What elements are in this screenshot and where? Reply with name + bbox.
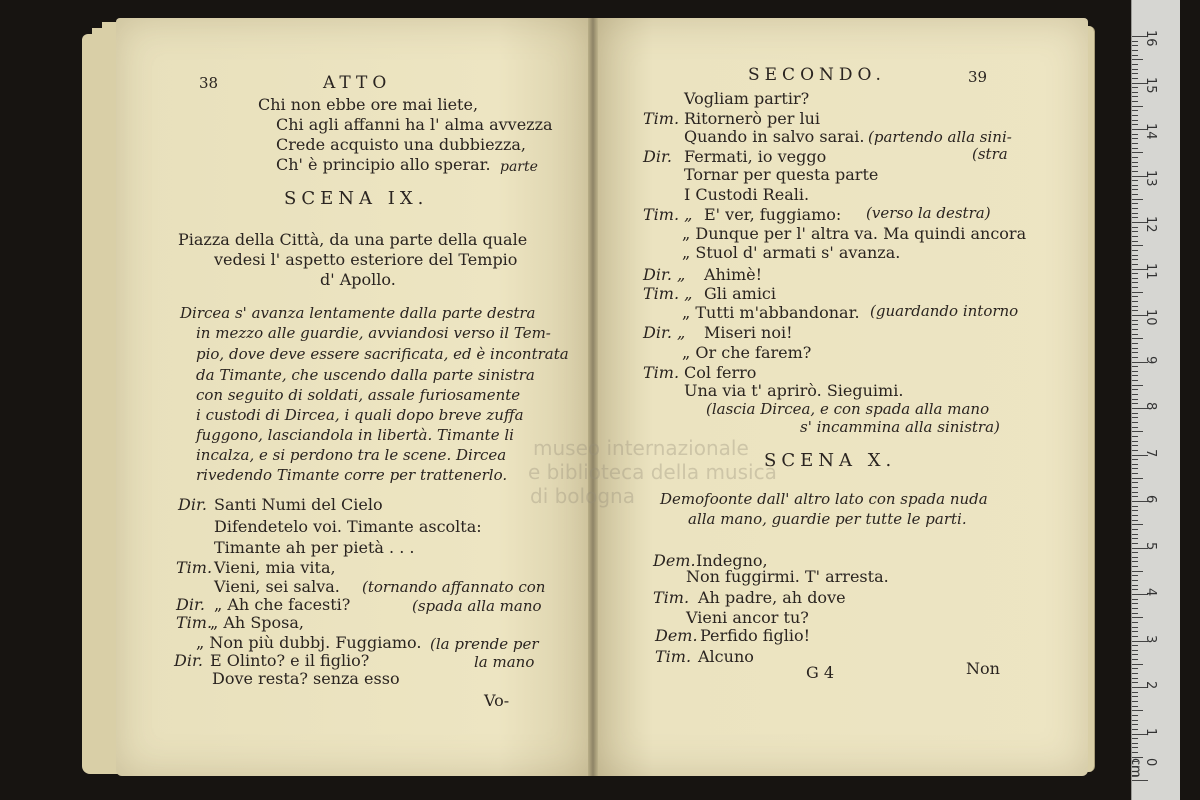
dialogue-line: Ah padre, ah dove bbox=[698, 588, 846, 607]
signature-mark: G 4 bbox=[806, 663, 835, 682]
ruler-tick bbox=[1132, 148, 1138, 149]
ruler-number: 14 bbox=[1143, 123, 1158, 140]
ruler-tick bbox=[1132, 343, 1138, 344]
ruler-tick bbox=[1132, 738, 1138, 739]
speaker-label: Tim. „ bbox=[643, 205, 693, 224]
ruler-tick bbox=[1132, 580, 1138, 581]
ruler-tick bbox=[1132, 427, 1138, 428]
running-header: SECONDO. bbox=[748, 65, 886, 85]
ruler-tick bbox=[1132, 352, 1138, 353]
ruler-tick bbox=[1132, 627, 1138, 628]
ruler-tick bbox=[1132, 189, 1138, 190]
ruler-unit-label: 0 cm bbox=[1128, 758, 1158, 778]
ruler-tick bbox=[1132, 464, 1138, 465]
dialogue-line: E' ver, fuggiamo: bbox=[704, 205, 842, 224]
ruler-tick bbox=[1132, 236, 1138, 237]
dialogue-line: Ahimè! bbox=[704, 265, 763, 284]
speaker-label: Tim. „ bbox=[643, 284, 693, 303]
ruler-tick bbox=[1132, 436, 1138, 437]
stage-direction-line: in mezzo alle guardie, avviandosi verso il Tem- bbox=[196, 324, 551, 342]
ruler-tick bbox=[1132, 482, 1138, 483]
ruler-tick bbox=[1132, 124, 1138, 125]
ruler-tick bbox=[1132, 696, 1138, 697]
ruler-tick bbox=[1132, 120, 1138, 121]
stage-note: (partendo alla sini- bbox=[868, 128, 1012, 146]
ruler-tick bbox=[1132, 180, 1138, 181]
ruler-tick bbox=[1132, 138, 1138, 139]
ruler-tick bbox=[1132, 678, 1138, 679]
ruler-tick bbox=[1132, 110, 1138, 111]
ruler-tick bbox=[1132, 459, 1138, 460]
ruler-tick bbox=[1132, 575, 1138, 576]
side-note: (spada alla mano bbox=[412, 597, 542, 615]
stage-note: (verso la destra) bbox=[866, 204, 991, 222]
ruler-tick bbox=[1132, 259, 1138, 260]
ruler-tick bbox=[1132, 729, 1138, 730]
ruler-tick bbox=[1132, 650, 1138, 651]
scene-title: SCENA IX. bbox=[284, 188, 429, 209]
ruler-tick bbox=[1132, 273, 1138, 274]
ruler-tick bbox=[1132, 529, 1138, 530]
ruler-tick bbox=[1132, 96, 1138, 97]
dialogue-line: Non fuggirmi. T' arresta. bbox=[686, 567, 889, 586]
exit-direction: (lascia Dircea, e con spada alla mano bbox=[706, 400, 990, 418]
dialogue-line: Indegno, bbox=[696, 551, 768, 570]
ruler-tick bbox=[1132, 264, 1138, 265]
ruler-tick bbox=[1132, 599, 1138, 600]
speaker-label: Dir. bbox=[178, 495, 207, 514]
ruler-tick bbox=[1132, 92, 1138, 93]
ruler-tick bbox=[1132, 59, 1143, 60]
ruler-tick bbox=[1132, 743, 1138, 744]
speaker-label: Dem. bbox=[653, 551, 696, 570]
ruler-tick bbox=[1132, 664, 1143, 665]
dialogue-line: Vieni, sei salva. bbox=[214, 577, 340, 596]
setting-line: vedesi l' aspetto esteriore del Tempio bbox=[214, 250, 518, 269]
ruler-tick bbox=[1132, 213, 1138, 214]
ruler-tick bbox=[1132, 357, 1138, 358]
ruler-tick bbox=[1132, 245, 1143, 246]
ruler-tick bbox=[1132, 199, 1143, 200]
exit-direction: s' incammina alla sinistra) bbox=[800, 418, 1000, 436]
page-number: 39 bbox=[968, 68, 988, 86]
ruler-tick bbox=[1132, 496, 1138, 497]
ruler-tick bbox=[1132, 561, 1138, 562]
ruler-tick bbox=[1132, 41, 1138, 42]
ruler-tick bbox=[1132, 701, 1138, 702]
ruler-tick bbox=[1132, 55, 1138, 56]
ruler-tick bbox=[1132, 659, 1138, 660]
dialogue-line: „ Tutti m'abbandonar. bbox=[682, 303, 860, 322]
setting-line: Piazza della Città, da una parte della quale bbox=[178, 230, 528, 249]
ruler-tick bbox=[1132, 375, 1138, 376]
ruler-tick bbox=[1132, 608, 1138, 609]
ruler-number: 15 bbox=[1143, 76, 1158, 94]
ruler-tick bbox=[1132, 106, 1143, 107]
ruler-tick bbox=[1132, 78, 1138, 79]
ruler-tick bbox=[1132, 506, 1138, 507]
ruler-tick bbox=[1132, 134, 1138, 135]
ruler-tick bbox=[1132, 571, 1143, 572]
ruler-tick bbox=[1132, 231, 1138, 232]
ruler-tick bbox=[1132, 87, 1138, 88]
speaker-label: Tim. bbox=[643, 363, 680, 382]
ruler-tick bbox=[1132, 552, 1138, 553]
ruler-tick bbox=[1132, 692, 1138, 693]
ruler-tick bbox=[1132, 543, 1138, 544]
ruler-tick bbox=[1132, 413, 1138, 414]
ruler-tick bbox=[1132, 185, 1138, 186]
ruler-tick bbox=[1132, 162, 1138, 163]
dialogue-line: „ Stuol d' armati s' avanza. bbox=[682, 243, 901, 262]
scene-title: SCENA X. bbox=[764, 450, 897, 471]
page-number: 38 bbox=[199, 74, 219, 92]
ruler-tick bbox=[1132, 194, 1138, 195]
dialogue-line: Alcuno bbox=[698, 647, 754, 666]
dialogue-line: „ Or che farem? bbox=[682, 343, 812, 362]
dialogue-line: Vogliam partir? bbox=[684, 89, 810, 108]
speaker-label: Dir. „ bbox=[643, 323, 686, 342]
stage-direction-line: i custodi di Dircea, i quali dopo breve zuffa bbox=[196, 406, 524, 424]
watermark-line: e biblioteca della musica bbox=[528, 460, 777, 484]
ruler-tick bbox=[1132, 422, 1138, 423]
speaker-label: Tim. bbox=[643, 109, 680, 128]
ruler-number: 1 bbox=[1143, 727, 1158, 736]
ruler-tick bbox=[1132, 780, 1148, 781]
stage-direction-line: incalza, e si perdono tra le scene. Dircea bbox=[196, 446, 507, 464]
stage-direction-line: alla mano, guardie per tutte le parti. bbox=[688, 510, 967, 528]
ruler-tick bbox=[1132, 710, 1143, 711]
ruler-number: 2 bbox=[1143, 681, 1158, 690]
ruler-tick bbox=[1132, 371, 1138, 372]
ruler-tick bbox=[1132, 636, 1138, 637]
ruler-tick bbox=[1132, 399, 1138, 400]
dialogue-line: Quando in salvo sarai. bbox=[684, 127, 865, 146]
ruler-number: 3 bbox=[1143, 634, 1158, 643]
ruler-tick bbox=[1132, 166, 1138, 167]
running-header: ATTO bbox=[323, 73, 392, 93]
ruler-tick bbox=[1132, 152, 1143, 153]
ruler-number: 4 bbox=[1143, 588, 1158, 597]
speaker-label: Dir. bbox=[643, 147, 672, 166]
ruler-number: 8 bbox=[1143, 402, 1158, 411]
dialogue-line: Perfido figlio! bbox=[700, 626, 811, 645]
ruler-tick bbox=[1132, 306, 1138, 307]
ruler-tick bbox=[1132, 380, 1138, 381]
ruler-tick bbox=[1132, 157, 1138, 158]
dialogue-line: Tornar per questa parte bbox=[684, 165, 879, 184]
dialogue-line: „ Non più dubbj. Fuggiamo. bbox=[196, 633, 422, 652]
verse-line: Ch' è principio allo sperar. bbox=[276, 155, 491, 174]
ruler-tick bbox=[1132, 203, 1138, 204]
verse-line: Chi non ebbe ore mai liete, bbox=[258, 95, 479, 114]
ruler-tick bbox=[1132, 645, 1138, 646]
ruler-tick bbox=[1132, 301, 1138, 302]
ruler-tick bbox=[1132, 450, 1138, 451]
dialogue-line: „ Ah Sposa, bbox=[210, 613, 304, 632]
ruler-tick bbox=[1132, 534, 1138, 535]
stage-direction-line: con seguito di soldati, assale furiosamente bbox=[196, 386, 521, 404]
ruler-tick bbox=[1132, 64, 1138, 65]
ruler-tick bbox=[1132, 613, 1138, 614]
ruler-tick bbox=[1132, 255, 1138, 256]
ruler-tick bbox=[1132, 403, 1138, 404]
ruler-number: 5 bbox=[1143, 541, 1158, 550]
dialogue-line: Miseri noi! bbox=[704, 323, 793, 342]
setting-line: d' Apollo. bbox=[320, 270, 396, 289]
ruler-number: 6 bbox=[1143, 495, 1158, 504]
ruler-tick bbox=[1132, 487, 1138, 488]
ruler-tick bbox=[1132, 524, 1143, 525]
speaker-label: Dem. bbox=[655, 626, 698, 645]
ruler-tick bbox=[1132, 747, 1138, 748]
dialogue-line: Gli amici bbox=[704, 284, 777, 303]
speaker-label: Tim. bbox=[176, 613, 213, 632]
stage-note: (guardando intorno bbox=[870, 302, 1019, 320]
ruler-tick bbox=[1132, 208, 1138, 209]
ruler-tick bbox=[1132, 115, 1138, 116]
ruler-tick bbox=[1132, 287, 1138, 288]
ruler-tick bbox=[1132, 492, 1138, 493]
ruler-tick bbox=[1132, 69, 1138, 70]
dialogue-line: Una via t' aprirò. Sieguimi. bbox=[684, 381, 904, 400]
ruler-tick bbox=[1132, 394, 1138, 395]
ruler-tick bbox=[1132, 617, 1143, 618]
ruler-tick bbox=[1132, 227, 1138, 228]
ruler-tick bbox=[1132, 338, 1143, 339]
ruler-tick bbox=[1132, 724, 1138, 725]
watermark-line: museo internazionale bbox=[533, 436, 749, 460]
dialogue-line: Dove resta? senza esso bbox=[212, 669, 400, 688]
dialogue-line: I Custodi Reali. bbox=[684, 185, 810, 204]
speaker-label: Tim. bbox=[655, 647, 692, 666]
ruler-tick bbox=[1132, 478, 1143, 479]
ruler-tick bbox=[1132, 706, 1138, 707]
ruler-tick bbox=[1132, 603, 1138, 604]
ruler-tick bbox=[1132, 241, 1138, 242]
side-note: la mano bbox=[474, 653, 535, 671]
ruler-tick bbox=[1132, 417, 1138, 418]
stage-direction-line: Dircea s' avanza lentamente dalla parte destra bbox=[180, 304, 536, 322]
ruler-tick bbox=[1132, 310, 1138, 311]
dialogue-line: Vieni ancor tu? bbox=[686, 608, 809, 627]
ruler-tick bbox=[1132, 324, 1138, 325]
ruler-tick bbox=[1132, 250, 1138, 251]
ruler-tick bbox=[1132, 538, 1138, 539]
speaker-label: Tim. bbox=[176, 558, 213, 577]
ruler-tick bbox=[1132, 445, 1138, 446]
speaker-label: Dir. „ bbox=[643, 265, 686, 284]
dialogue-line: Santi Numi del Cielo bbox=[214, 495, 383, 514]
dialogue-line: „ Ah che facesti? bbox=[214, 595, 351, 614]
speaker-label: Dir. bbox=[176, 595, 205, 614]
ruler-tick bbox=[1132, 217, 1138, 218]
ruler-tick bbox=[1132, 45, 1138, 46]
dialogue-line: Vieni, mia vita, bbox=[214, 558, 336, 577]
stage-direction-line: Demofoonte dall' altro lato con spada nuda bbox=[660, 490, 988, 508]
ruler-tick bbox=[1132, 171, 1138, 172]
ruler-number: 9 bbox=[1143, 355, 1158, 364]
ruler-tick bbox=[1132, 389, 1138, 390]
ruler-tick bbox=[1132, 566, 1138, 567]
ruler-number: 12 bbox=[1143, 216, 1158, 233]
ruler-tick bbox=[1132, 520, 1138, 521]
stage-direction-line: da Timante, che uscendo dalla parte sinistra bbox=[196, 366, 535, 384]
ruler-tick bbox=[1132, 654, 1138, 655]
verse-line: Chi agli affanni ha l' alma avvezza bbox=[276, 115, 553, 134]
exit-note: parte bbox=[500, 159, 538, 175]
ruler-tick bbox=[1132, 631, 1138, 632]
stage-direction-line: fuggono, lasciandola in libertà. Timante li bbox=[196, 426, 514, 444]
ruler-tick bbox=[1132, 510, 1138, 511]
ruler-tick bbox=[1132, 73, 1138, 74]
ruler-tick bbox=[1132, 329, 1138, 330]
ruler-tick bbox=[1132, 682, 1138, 683]
ruler-tick bbox=[1132, 292, 1143, 293]
book-gutter bbox=[588, 18, 598, 776]
ruler-tick bbox=[1132, 557, 1138, 558]
dialogue-line: Timante ah per pietà . . . bbox=[214, 538, 415, 557]
catchword: Non bbox=[966, 659, 1000, 678]
ruler-number: 7 bbox=[1143, 448, 1158, 457]
stage-direction-line: rivedendo Timante corre per trattenerlo. bbox=[196, 466, 508, 484]
watermark-line: di bologna bbox=[530, 484, 635, 508]
dialogue-line: Ritornerò per lui bbox=[684, 109, 820, 128]
dialogue-line: Fermati, io veggo bbox=[684, 147, 827, 166]
measurement-ruler bbox=[1128, 0, 1180, 800]
ruler-tick bbox=[1132, 50, 1138, 51]
dialogue-line: Difendetelo voi. Timante ascolta: bbox=[214, 517, 482, 536]
ruler-tick bbox=[1132, 585, 1138, 586]
ruler-tick bbox=[1132, 589, 1138, 590]
ruler-number: 11 bbox=[1143, 262, 1158, 280]
dialogue-line: Col ferro bbox=[684, 363, 757, 382]
ruler-tick bbox=[1132, 473, 1138, 474]
ruler-tick bbox=[1132, 296, 1138, 297]
ruler-tick bbox=[1132, 385, 1143, 386]
ruler-tick bbox=[1132, 515, 1138, 516]
ruler-tick bbox=[1132, 282, 1138, 283]
side-note: (la prende per bbox=[430, 635, 539, 653]
dialogue-line: „ Dunque per l' altra va. Ma quindi ancora bbox=[682, 224, 1027, 243]
side-note: (tornando affannato con bbox=[362, 578, 546, 596]
dialogue-line: E Olinto? e il figlio? bbox=[210, 651, 370, 670]
ruler-tick bbox=[1132, 143, 1138, 144]
ruler-tick bbox=[1132, 673, 1138, 674]
ruler-tick bbox=[1132, 715, 1138, 716]
ruler-tick bbox=[1132, 348, 1138, 349]
ruler-number: 13 bbox=[1143, 169, 1158, 187]
ruler-tick bbox=[1132, 720, 1138, 721]
speaker-label: Tim. bbox=[653, 588, 690, 607]
ruler-number: 16 bbox=[1143, 30, 1158, 47]
ruler-tick bbox=[1132, 278, 1138, 279]
ruler-tick bbox=[1132, 752, 1138, 753]
ruler-tick bbox=[1132, 468, 1138, 469]
ruler-tick bbox=[1132, 441, 1138, 442]
ruler-tick bbox=[1132, 622, 1138, 623]
catchword: Vo- bbox=[484, 691, 510, 710]
ruler-tick bbox=[1132, 101, 1138, 102]
ruler-tick bbox=[1132, 431, 1143, 432]
ruler-tick bbox=[1132, 668, 1138, 669]
ruler-tick bbox=[1132, 334, 1138, 335]
verse-line: Crede acquisto una dubbiezza, bbox=[276, 135, 527, 154]
stage-direction-line: pio, dove deve essere sacrificata, ed è incontrata bbox=[196, 345, 569, 363]
speaker-label: Dir. bbox=[174, 651, 203, 670]
ruler-number: 10 bbox=[1143, 309, 1158, 326]
ruler-tick bbox=[1132, 366, 1138, 367]
ruler-tick bbox=[1132, 320, 1138, 321]
stage-note: (stra bbox=[972, 145, 1008, 163]
